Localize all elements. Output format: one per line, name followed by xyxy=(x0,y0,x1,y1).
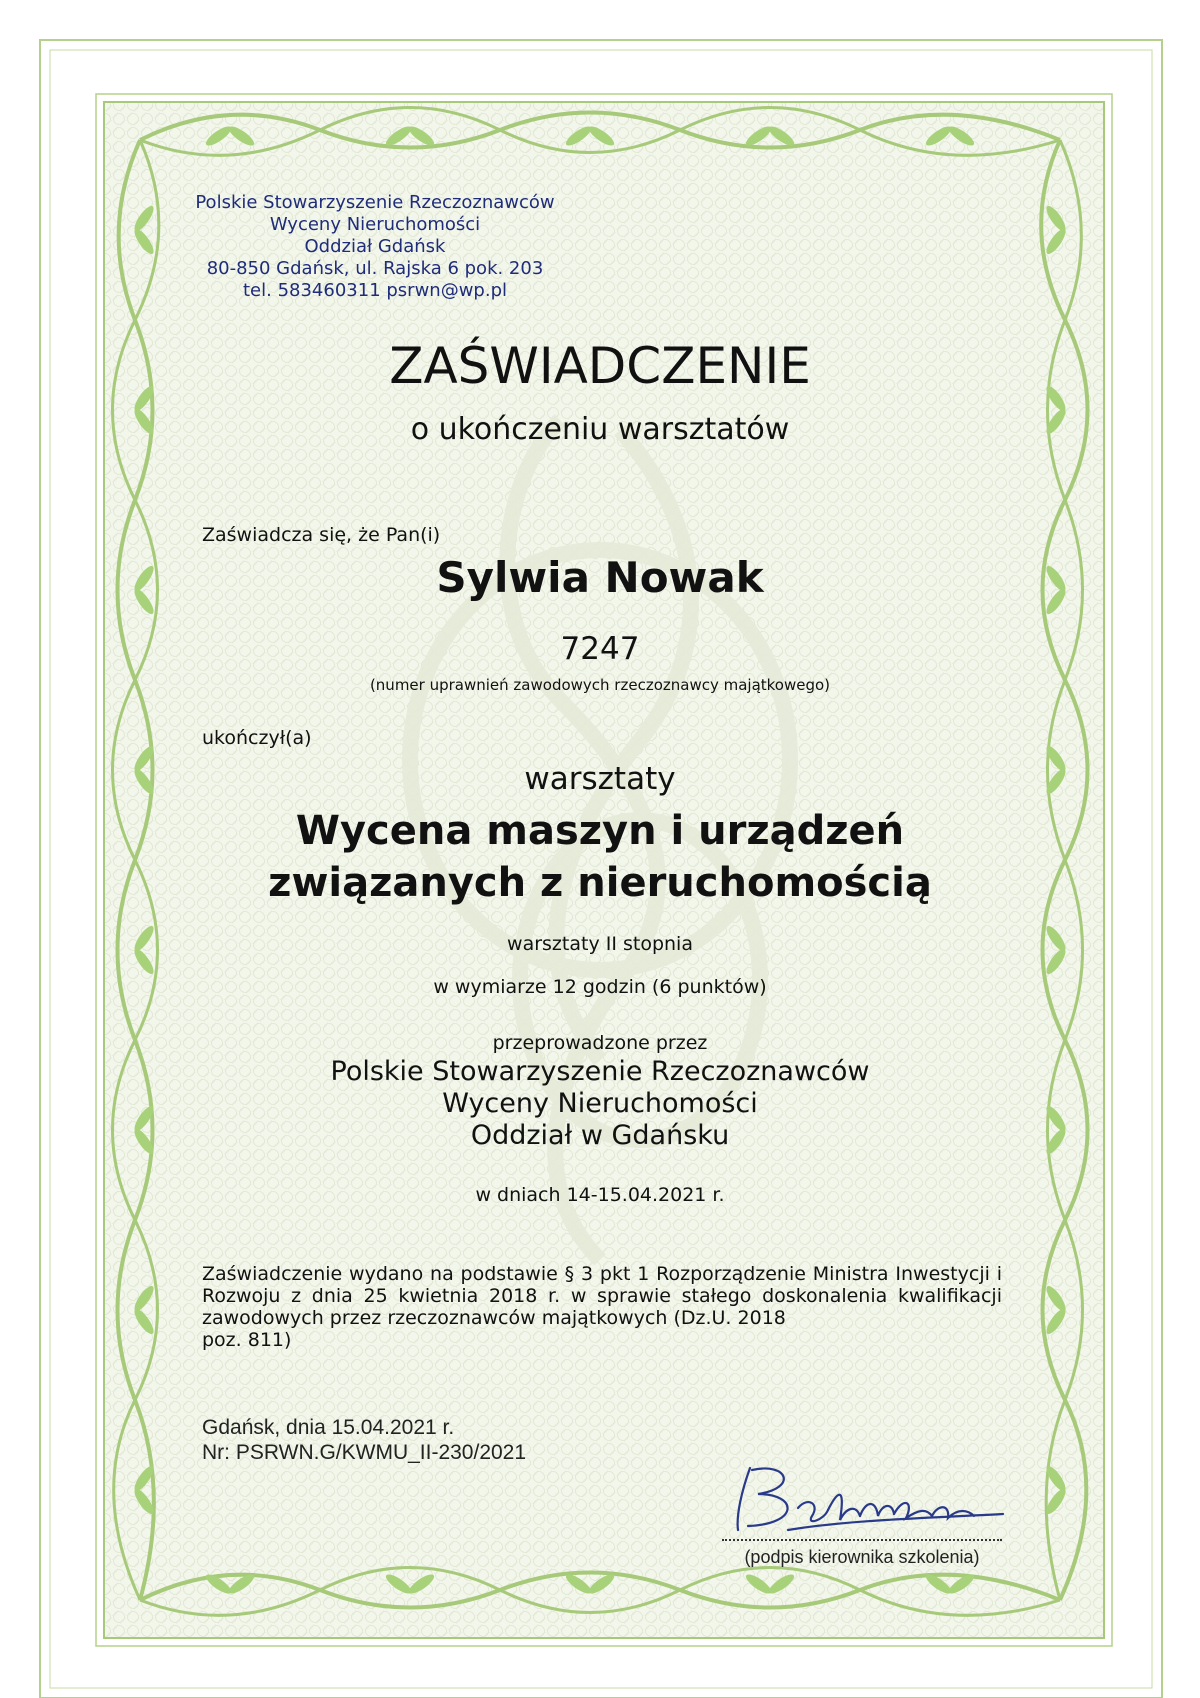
workshop-level: warsztaty II stopnia xyxy=(507,933,693,955)
issuer-name-cont: Wyceny Nieruchomości xyxy=(269,214,481,235)
issuer-address: 80-850 Gdańsk, ul. Rajska 6 pok. 203 xyxy=(206,258,544,279)
conducted-by-line2: Wyceny Nieruchomości xyxy=(442,1088,758,1119)
workshop-dates: w dniach 14-15.04.2021 r. xyxy=(475,1184,725,1206)
conducted-by-line1: Polskie Stowarzyszenie Rzeczoznawców xyxy=(330,1056,870,1087)
document-subtitle: o ukończeniu warsztatów xyxy=(410,412,790,447)
person-name: Sylwia Nowak xyxy=(436,553,764,602)
signature-line xyxy=(722,1539,1002,1541)
conducted-by-line3: Oddział w Gdańsku xyxy=(470,1120,730,1151)
legal-basis-text: Zaświadczenie wydano na podstawie § 3 pkt 1 Rozporządzenie Ministra Inwestycji i Rozwoju z dnia 25 kwietnia 2018 r. w sprawie stałego doskonalenia kwalifikacji zawodowych przez rzeczoznawców majątkowych (Dz.U. 2018 xyxy=(202,1263,1002,1329)
workshop-kind: warsztaty xyxy=(524,761,676,797)
completed-label: ukończył(a) xyxy=(202,727,312,749)
legal-basis xyxy=(202,1263,1002,1329)
issuer-contact: tel. 583460311 psrwn@wp.pl xyxy=(243,280,507,301)
issuer-name: Polskie Stowarzyszenie Rzeczoznawców xyxy=(195,192,555,213)
workshop-title xyxy=(0,805,1200,909)
document-title: ZAŚWIADCZENIE xyxy=(389,337,811,395)
certify-label: Zaświadcza się, że Pan(i) xyxy=(202,524,441,546)
workshop-hours: w wymiarze 12 godzin (6 punktów) xyxy=(433,976,767,998)
conducted-by-label: przeprowadzone przez xyxy=(492,1032,708,1054)
handwritten-signature xyxy=(728,1460,1018,1540)
workshop-title-line2: związanych z nieruchomością xyxy=(268,860,932,906)
issuer-branch: Oddział Gdańsk xyxy=(304,236,446,257)
license-note: (numer uprawnień zawodowych rzeczoznawcy majątkowego) xyxy=(369,676,831,694)
issue-info xyxy=(202,1415,526,1465)
issuer-block xyxy=(185,192,565,302)
license-number: 7247 xyxy=(560,631,640,667)
conducted-by-org xyxy=(0,1056,1200,1152)
place-date: Gdańsk, dnia 15.04.2021 r. xyxy=(202,1416,455,1439)
signature-caption: (podpis kierownika szkolenia) xyxy=(744,1547,980,1567)
certificate-number: Nr: PSRWN.G/KWMU_II-230/2021 xyxy=(202,1441,527,1464)
legal-basis-end: poz. 811) xyxy=(202,1329,292,1351)
workshop-title-line1: Wycena maszyn i urządzeń xyxy=(295,808,905,854)
